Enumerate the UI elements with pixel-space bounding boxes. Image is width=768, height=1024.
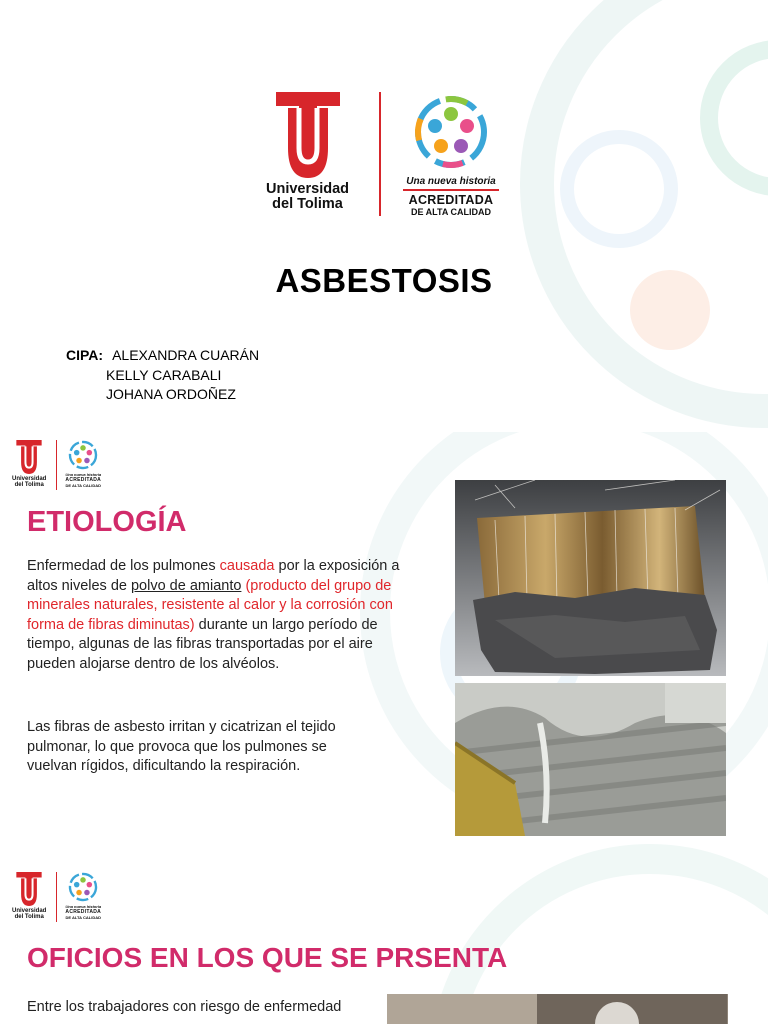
asbestos-roof-photo (455, 683, 726, 836)
accreditation-emblem-icon (68, 872, 98, 902)
university-logo-small (12, 440, 101, 490)
occupations-heading: OFICIOS EN LOS QUE SE PRSENTA (27, 942, 508, 973)
etiology-heading: ETIOLOGÍA (27, 506, 187, 538)
accreditation-quality: DE ALTA CALIDAD (65, 483, 102, 488)
accreditation-quality: DE ALTA CALIDAD (411, 206, 491, 217)
accreditation-emblem-icon (68, 440, 98, 470)
occupation-image (387, 994, 728, 1024)
highlight-causada: causada (219, 558, 275, 574)
university-logo (266, 92, 499, 217)
accreditation-label: ACREDITADA (65, 477, 102, 483)
author-name: KELLY CARABALI (106, 366, 222, 383)
logo-divider (56, 440, 57, 490)
etiology-paragraph-1 (27, 557, 417, 674)
accreditation-underline (403, 189, 499, 191)
university-name-line1: Universidad (266, 181, 349, 197)
etiology-slide (0, 432, 768, 842)
text-segment: durante un largo período de tiempo, algunas de las fibras transportadas por el aire pueden alojarse dentro de los alvéolos. (27, 616, 378, 672)
accreditation-tagline: Una nueva historia (65, 904, 102, 909)
university-name-line1: Universidad (12, 476, 47, 482)
asbestos-mineral-image (455, 480, 726, 676)
logo-divider (379, 92, 381, 216)
text-segment: Enfermedad de los pulmones (27, 558, 220, 574)
university-logo-small (12, 872, 101, 922)
accreditation-label: ACREDITADA (65, 909, 102, 915)
ut-logo-icon (16, 440, 42, 474)
accreditation-emblem-icon (413, 94, 489, 170)
highlight-definition: (producto del grupo de minerales naturales, resistente al calor y la corrosión con forma de fibras diminutas) (27, 577, 393, 633)
occupations-paragraph-1: Entre los trabajadores con riesgo de enfermedad (27, 999, 342, 1015)
accreditation-label: ACREDITADA (408, 192, 494, 207)
ut-logo-icon (276, 92, 340, 178)
etiology-paragraph-2: Las fibras de asbesto irritan y cicatrizan el tejido pulmonar, lo que provoca que los pulmones se vuelvan rígidos, dificultando la respiración. (27, 719, 336, 774)
asbestos-roof-image (455, 683, 726, 836)
ut-logo-icon (16, 872, 42, 906)
underlined-polvo-amianto: polvo de amianto (130, 577, 242, 594)
university-name-line2: del Tolima (272, 196, 343, 213)
university-name-line2: del Tolima (14, 482, 44, 489)
accreditation-tagline: Una nueva historia (406, 176, 496, 187)
occupations-slide (0, 844, 768, 1024)
author-name: ALEXANDRA CUARÁN (112, 347, 260, 363)
author-name: JOHANA ORDOÑEZ (106, 386, 236, 402)
university-name-line2: del Tolima (14, 914, 44, 921)
occupation-photo (387, 994, 728, 1024)
cover-slide (0, 0, 768, 430)
logo-divider (56, 872, 57, 922)
university-name-line1: Universidad (12, 908, 47, 914)
text-segment: por la exposición a altos niveles de (27, 558, 400, 594)
accreditation-quality: DE ALTA CALIDAD (65, 915, 102, 920)
presentation-title: ASBESTOSIS (275, 262, 493, 299)
accreditation-tagline: Una nueva historia (65, 472, 102, 477)
authors-block (66, 346, 259, 405)
authors-label: CIPA: (66, 347, 104, 363)
asbestos-mineral-photo (455, 480, 726, 676)
